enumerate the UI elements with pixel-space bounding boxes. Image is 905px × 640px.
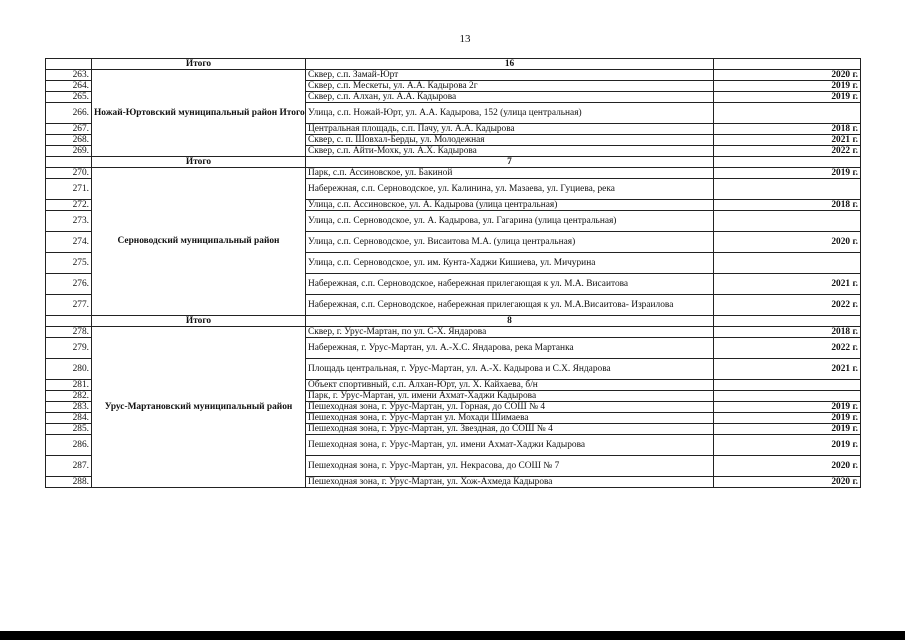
table-row xyxy=(46,327,861,338)
row-number: 277. xyxy=(46,295,92,316)
total-num-cell xyxy=(46,59,92,70)
object-name: Сквер, с.п. Мескеты, ул. А.А. Кадырова 2г xyxy=(306,81,714,92)
object-name: Набережная, с.п. Серноводское, набережная прилегающая к ул. М.А. Висаитова xyxy=(306,274,714,295)
total-label: Итого xyxy=(92,157,306,168)
object-name: Пешеходная зона, г. Урус-Мартан, ул. Хож-Ахмеда Кадырова xyxy=(306,477,714,488)
row-number: 287. xyxy=(46,456,92,477)
district-name: Ножай-Юртовский муниципальный район Итого xyxy=(92,70,306,157)
object-name: Сквер, с. п. Шовхал-Берды, ул. Молодежная xyxy=(306,135,714,146)
row-number: 270. xyxy=(46,168,92,179)
district-name: Серноводский муниципальный район xyxy=(92,168,306,316)
row-number: 279. xyxy=(46,338,92,359)
row-number: 283. xyxy=(46,402,92,413)
year-value: 2018 г. xyxy=(714,327,861,338)
year-value: 2019 г. xyxy=(714,402,861,413)
object-name: Пешеходная зона, г. Урус-Мартан, ул. Горная, до СОШ № 4 xyxy=(306,402,714,413)
total-num-cell xyxy=(46,157,92,168)
scan-edge xyxy=(0,631,905,640)
object-name: Улица, с.п. Ассиновское, ул. А. Кадырова (улица центральная) xyxy=(306,200,714,211)
row-number: 269. xyxy=(46,146,92,157)
object-name: Парк, г. Урус-Мартан, ул. имени Ахмат-Хаджи Кадырова xyxy=(306,391,714,402)
year-value: 2018 г. xyxy=(714,124,861,135)
total-row xyxy=(46,59,861,70)
year-value: 2019 г. xyxy=(714,81,861,92)
total-num-cell xyxy=(46,316,92,327)
total-count: 8 xyxy=(306,316,714,327)
object-name: Сквер, с.п. Алхан, ул. А.А. Кадырова xyxy=(306,92,714,103)
object-name: Площадь центральная, г. Урус-Мартан, ул. А.-Х. Кадырова и С.Х. Яндарова xyxy=(306,359,714,380)
total-year-cell xyxy=(714,316,861,327)
object-name: Улица, с.п. Серноводское, ул. А. Кадырова, ул. Гагарина (улица центральная) xyxy=(306,211,714,232)
object-name: Сквер, с.п. Замай-Юрт xyxy=(306,70,714,81)
total-year-cell xyxy=(714,157,861,168)
object-name: Пешеходная зона, г. Урус-Мартан, ул. Некрасова, до СОШ № 7 xyxy=(306,456,714,477)
row-number: 284. xyxy=(46,413,92,424)
row-number: 281. xyxy=(46,380,92,391)
page-number: 13 xyxy=(459,33,471,45)
year-value xyxy=(714,253,861,274)
row-number: 288. xyxy=(46,477,92,488)
row-number: 267. xyxy=(46,124,92,135)
object-name: Объект спортивный, с.п. Алхан-Юрт, ул. Х. Кайхаева, б/н xyxy=(306,380,714,391)
row-number: 271. xyxy=(46,179,92,200)
object-name: Набережная, с.п. Серноводское, ул. Калинина, ул. Мазаева, ул. Гуциева, река xyxy=(306,179,714,200)
object-name: Центральная площадь, с.п. Пачу, ул. А.А. Кадырова xyxy=(306,124,714,135)
row-number: 265. xyxy=(46,92,92,103)
year-value xyxy=(714,380,861,391)
object-name: Пешеходная зона, г. Урус-Мартан, ул. Звездная, до СОШ № 4 xyxy=(306,424,714,435)
year-value xyxy=(714,103,861,124)
year-value: 2018 г. xyxy=(714,200,861,211)
object-name: Сквер, с.п. Айти-Мохк, ул. А.Х. Кадырова xyxy=(306,146,714,157)
row-number: 263. xyxy=(46,70,92,81)
year-value: 2019 г. xyxy=(714,424,861,435)
year-value xyxy=(714,211,861,232)
object-name: Набережная, г. Урус-Мартан, ул. А.-Х.С. Яндарова, река Мартанка xyxy=(306,338,714,359)
row-number: 266. xyxy=(46,103,92,124)
total-row xyxy=(46,316,861,327)
year-value: 2020 г. xyxy=(714,456,861,477)
year-value: 2022 г. xyxy=(714,295,861,316)
total-row xyxy=(46,157,861,168)
year-value xyxy=(714,179,861,200)
year-value: 2020 г. xyxy=(714,477,861,488)
year-value xyxy=(714,391,861,402)
objects-table xyxy=(45,58,861,488)
row-number: 268. xyxy=(46,135,92,146)
year-value: 2019 г. xyxy=(714,435,861,456)
total-year-cell xyxy=(714,59,861,70)
row-number: 272. xyxy=(46,200,92,211)
object-name: Улица, с.п. Серноводское, ул. им. Кунта-Хаджи Кишиева, ул. Мичурина xyxy=(306,253,714,274)
year-value: 2019 г. xyxy=(714,92,861,103)
row-number: 280. xyxy=(46,359,92,380)
object-name: Улица, с.п. Ножай-Юрт, ул. А.А. Кадырова, 152 (улица центральная) xyxy=(306,103,714,124)
total-count: 7 xyxy=(306,157,714,168)
year-value: 2019 г. xyxy=(714,413,861,424)
district-name: Урус-Мартановский муниципальный район xyxy=(92,327,306,488)
object-name: Набережная, с.п. Серноводское, набережная прилегающая к ул. М.А.Висаитова- Израилова xyxy=(306,295,714,316)
object-name: Сквер, г. Урус-Мартан, по ул. С-Х. Яндарова xyxy=(306,327,714,338)
table-row xyxy=(46,70,861,81)
row-number: 273. xyxy=(46,211,92,232)
object-name: Улица, с.п. Серноводское, ул. Висаитова М.А. (улица центральная) xyxy=(306,232,714,253)
row-number: 286. xyxy=(46,435,92,456)
object-name: Парк, с.п. Ассиновское, ул. Бакиной xyxy=(306,168,714,179)
row-number: 274. xyxy=(46,232,92,253)
total-label: Итого xyxy=(92,316,306,327)
year-value: 2021 г. xyxy=(714,359,861,380)
year-value: 2022 г. xyxy=(714,146,861,157)
year-value: 2020 г. xyxy=(714,70,861,81)
row-number: 275. xyxy=(46,253,92,274)
row-number: 276. xyxy=(46,274,92,295)
object-name: Пешеходная зона, г. Урус-Мартан, ул. имени Ахмат-Хаджи Кадырова xyxy=(306,435,714,456)
row-number: 285. xyxy=(46,424,92,435)
year-value: 2021 г. xyxy=(714,274,861,295)
row-number: 278. xyxy=(46,327,92,338)
table-row xyxy=(46,168,861,179)
total-count: 16 xyxy=(306,59,714,70)
row-number: 264. xyxy=(46,81,92,92)
object-name: Пешеходная зона, г. Урус-Мартан ул. Мохади Шимаева xyxy=(306,413,714,424)
year-value: 2020 г. xyxy=(714,232,861,253)
objects-table-body xyxy=(46,59,861,488)
year-value: 2021 г. xyxy=(714,135,861,146)
year-value: 2022 г. xyxy=(714,338,861,359)
total-label: Итого xyxy=(92,59,306,70)
row-number: 282. xyxy=(46,391,92,402)
year-value: 2019 г. xyxy=(714,168,861,179)
